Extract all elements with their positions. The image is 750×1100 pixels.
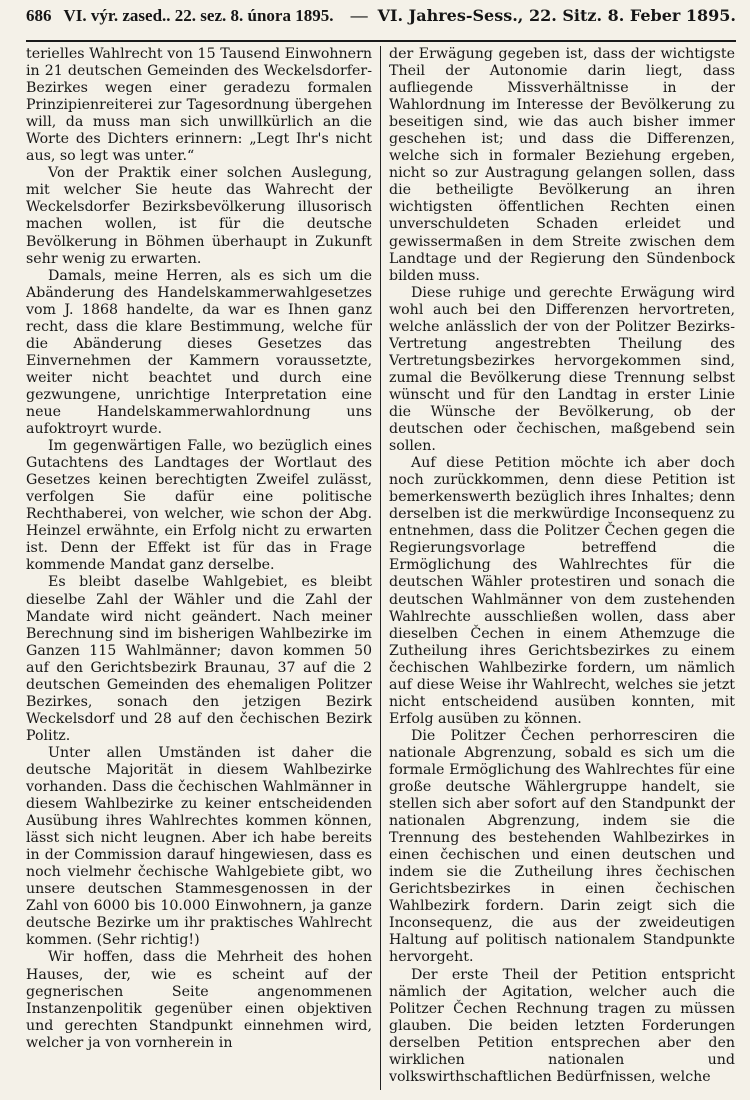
paragraph: Diese ruhige und gerechte Erwägung wird wohl auch bei den Differenzen hervortreten, welche anlässlich der von der Politzer Bezirks-Vertretung angestrebten Theilung des Vertretungsbezirkes hervorgekommen sind, zumal die Bevölkerung diese Trennung selbst wünscht und für den Landtag in erster Linie die Wünsche der Bevölkerung, ob der deutschen oder čechischen, maßgebend sein sollen. — [389, 284, 735, 455]
paragraph: Es bleibt daselbe Wahlgebiet, es bleibt dieselbe Zahl der Wähler und die Zahl der Mandate wird nicht geändert. Nach meiner Berechnung sind im bisherigen Wahlbezirke im Ganzen 115 Wahlmänner; davon kommen 50 auf den Gerichtsbezirk Braunau, 37 auf die 2 deutschen Gemeinden des ehemaligen Politzer Bezirkes, sonach den jetzigen Bezirk Weckelsdorf und 28 auf den čechischen Bezirk Politz. — [26, 574, 372, 744]
paragraph: der Erwägung gegeben ist, dass der wichtigste Theil der Autonomie darin liegt, dass aufliegende Missverhältnisse in der Wahlordnung im Interesse der Bevölkerung zu beseitigen sind, wie das auch bisher immer geschehen ist; und dass die Differenzen, welche sich in formaler Beziehung ergeben, nicht so zur Austragung gelangen sollen, dass die betheiligte Bevölkerung an ihren wichtigsten öffentlichen Rechten einen unverschuldeten Schaden erleidet und gewissermaßen in dem Streite zwischen dem Landtage und der Regierung den Sündenbock bilden muss. — [389, 46, 735, 284]
text-columns — [26, 46, 736, 1090]
paragraph: Der erste Theil der Petition entspricht nämlich der Agitation, welcher auch die Politzer Čechen Rechnung tragen zu müssen glauben. Die beiden letzten Forderungen derselben Petition entsprechen aber den wirklichen nationalen und volkswirthschaftlichen Bedürfnissen, welche — [389, 966, 735, 1085]
column-divider — [380, 46, 381, 1090]
header-czech: VI. výr. zased.. 22. sez. 8. února 1895. — [63, 6, 334, 25]
paragraph: Im gegenwärtigen Falle, wo bezüglich eines Gutachtens des Landtages der Wortlaut des Gesetzes keinen berechtigten Zweifel zulässt, verfolgen Sie dafür eine politische Rechthaberei, von welcher, wie schon der Abg. Heinzel erwähnte, ein Erfolg nicht zu erwarten ist. Denn der Effekt ist für das in Frage kommende Mandat ganz derselbe. — [26, 438, 372, 574]
page-header — [26, 6, 736, 42]
paragraph: Unter allen Umständen ist daher die deutsche Majorität in diesem Wahlbezirke vorhanden. Dass die čechischen Wahlmänner in diesem Wahlbezirke zu keiner entscheidenden Ausübung ihres Wahlrechtes kommen können, lässt sich nicht leugnen. Aber ich habe bereits in der Commission darauf hingewiesen, dass es noch vielmehr čechische Wahlgebiete gibt, wo unsere deutschen Stammesgenossen in der Zahl von 6000 bis 10.000 Einwohnern, ja ganze deutsche Bezirke um ihr praktisches Wahlrecht kommen. (Sehr richtig!) — [26, 744, 372, 949]
paragraph: Auf diese Petition möchte ich aber doch noch zurückkommen, denn diese Petition ist bemerkenswerth bezüglich ihres Inhaltes; denn derselben ist die merkwürdige Inconsequenz zu entnehmen, dass die Politzer Čechen gegen die Regierungsvorlage betreffend die Ermöglichung des Wahlrechtes für die deutschen Wähler protestiren und sonach die deutschen Wahlmänner von dem zustehenden Wahlrechte ausschließen wollen, dass aber dieselben Čechen in einem Athemzuge die Zutheilung ihres Gerichtsbezirkes zu einem čechischen Wahlbezirke fordern, um nämlich auf diese Weise ihr Wahlrecht, welches sie jetzt nicht entscheidend ausüben konnten, mit Erfolg ausüben zu können. — [389, 455, 735, 727]
paragraph: Wir hoffen, dass die Mehrheit des hohen Hauses, der, wie es scheint auf der gegnerischen Seite angenommenen Instanzenpolitik gegenüber einen objektiven und gerechten Standpunkt einnehmen wird, welcher ja von vornherein in — [26, 949, 372, 1051]
right-column — [389, 46, 735, 1090]
paragraph: terielles Wahlrecht von 15 Tausend Einwohnern in 21 deutschen Gemeinden des Weckelsdorfer-Bezirkes wegen einer geradezu formalen Prinzipienreiterei zur Tagesordnung übergehen will, da muss man sich unwillkürlich an die Worte des Dichters erinnern: „Legt Ihr's nicht aus, so legt was unter.“ — [26, 46, 372, 165]
paragraph: Von der Praktik einer solchen Auslegung, mit welcher Sie heute das Wahrecht der Weckelsdorfer Bezirksbevölkerung illusorisch machen wollen, ist für die deutsche Bevölkerung in Böhmen überhaupt in Zukunft sehr wenig zu erwarten. — [26, 165, 372, 267]
header-separator: — — [350, 6, 368, 25]
left-column — [26, 46, 372, 1090]
page-number: 686 — [26, 6, 52, 25]
paragraph: Die Politzer Čechen perhorresciren die nationale Abgrenzung, sobald es sich um die formale Ermöglichung des Wahlrechtes für eine große deutsche Wählergruppe handelt, sie stellen sich aber sofort auf den Standpunkt der nationalen Abgrenzung, indem sie die Trennung des bestehenden Wahlbezirkes in einen čechischen und einen deutschen und indem sie die Zutheilung ihres čechischen Gerichtsbezirkes in einen čechischen Wahlbezirk fordern. Darin zeigt sich die Inconsequenz, die aus der zweideutigen Haltung auf politisch nationalem Standpunkte hervorgeht. — [389, 727, 735, 966]
header-german: VI. Jahres-Sess., 22. Sitz. 8. Feber 1895. — [377, 6, 736, 25]
paragraph: Damals, meine Herren, als es sich um die Abänderung des Handelskammerwahlgesetzes vom J. 1868 handelte, da war es Ihnen ganz recht, dass die klare Bestimmung, welche für die Abänderung dieses Gesetzes das Einvernehmen der Kammern voraussetzte, weiter nicht beachtet und durch eine gezwungene, unrichtige Interpretation eine neue Handelskammerwahlordnung uns aufoktroyrt wurde. — [26, 267, 372, 438]
